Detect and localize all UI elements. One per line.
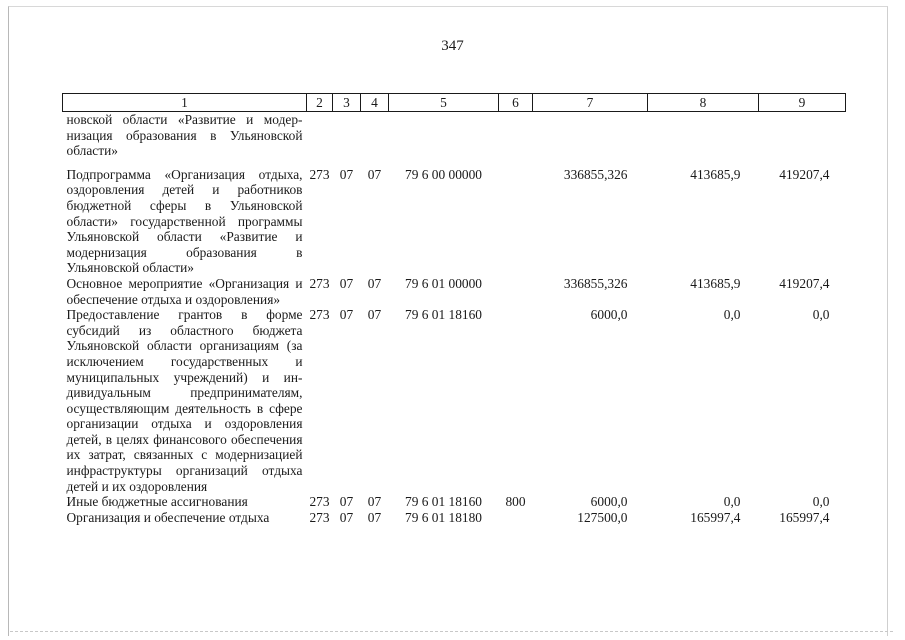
cell-subsection [361, 112, 389, 159]
cell-target-article: 79 6 00 00000 [405, 166, 482, 182]
column-header-9: 9 [759, 94, 846, 112]
cell-expense-type: 800 [505, 494, 526, 510]
column-header-7: 7 [533, 94, 648, 112]
cell-amount-col7: 6000,0 [590, 307, 628, 323]
cell-target-article: 79 6 01 00000 [405, 275, 482, 291]
column-header-6: 6 [499, 94, 533, 112]
cell-expense-type [499, 510, 533, 526]
cell-subsection: 07 [367, 509, 382, 525]
cell-amount-col8: 413685,9 [690, 166, 741, 182]
cell-subsection: 07 [367, 494, 382, 510]
cell-section: 07 [339, 494, 354, 510]
cell-target-article: 79 6 01 18160 [405, 307, 482, 323]
column-header-3: 3 [333, 94, 361, 112]
cell-amount-col7 [533, 112, 648, 159]
cell-amount-col7: 127500,0 [577, 509, 628, 525]
cell-expense-type [499, 167, 533, 276]
cell-amount-col8: 413685,9 [690, 275, 741, 291]
cell-target-article: 79 6 01 18180 [405, 509, 482, 525]
cell-expense-type [499, 112, 533, 159]
cell-section: 07 [339, 166, 354, 182]
cell-subsection: 07 [367, 275, 382, 291]
row-description: новской области «Развитие и модернизация образования в Ульяновской области» [66, 112, 303, 159]
cell-target-article: 79 6 01 18160 [405, 494, 482, 510]
cell-section: 07 [339, 509, 354, 525]
column-header-4: 4 [361, 94, 389, 112]
cell-target-article [389, 112, 499, 159]
cell-expense-type [499, 307, 533, 494]
column-header-1: 1 [63, 94, 307, 112]
row-spacer [63, 159, 846, 167]
cell-subsection: 07 [367, 166, 382, 182]
cell-amount-col7: 336855,326 [563, 166, 628, 182]
cell-amount-col9 [759, 112, 846, 159]
table-row [63, 276, 846, 307]
table-row [63, 112, 846, 159]
cell-amount-col7: 336855,326 [563, 275, 628, 291]
column-header-8: 8 [648, 94, 759, 112]
cell-admin-code: 273 [309, 166, 330, 182]
cell-amount-col8: 165997,4 [690, 509, 741, 525]
cell-admin-code: 273 [309, 494, 330, 510]
cell-subsection: 07 [367, 307, 382, 323]
row-description: Иные бюджетные ассигнования [66, 494, 248, 510]
table-row [63, 494, 846, 510]
cell-amount-col8: 0,0 [723, 307, 741, 323]
page-number: 347 [441, 38, 464, 54]
column-header-5: 5 [389, 94, 499, 112]
cell-section: 07 [339, 307, 354, 323]
cell-amount-col9: 0,0 [812, 494, 830, 510]
row-description: Основное мероприятие «Организация и обеспечение отдыха и оздоровления» [66, 275, 303, 307]
row-description: Предоставление грантов в форме субсидий из областного бюджета Ульяновской области организациям (за исключением государственных и муниципальных учреждений) и индивидуальным предпринимателям, осуществляющим деятельность в сфере организации отдыха и оздоровления детей, в целях финансового обеспечения их затрат, связанных с модернизацией инфраструктуры организаций отдыха детей и их оздоровления [66, 307, 303, 494]
bottom-edge-line [10, 631, 893, 632]
cell-amount-col8 [648, 112, 759, 159]
cell-expense-type [499, 276, 533, 307]
cell-admin-code: 273 [309, 307, 330, 323]
table-row [63, 167, 846, 276]
cell-amount-col7: 6000,0 [590, 494, 628, 510]
cell-amount-col9: 419207,4 [779, 166, 830, 182]
cell-amount-col9: 0,0 [812, 307, 830, 323]
cell-admin-code: 273 [309, 509, 330, 525]
cell-admin-code: 273 [309, 275, 330, 291]
budget-table [62, 93, 846, 525]
header-row [63, 94, 846, 112]
cell-amount-col8: 0,0 [723, 494, 741, 510]
table-row [63, 307, 846, 494]
cell-amount-col9: 165997,4 [779, 509, 830, 525]
row-description: Организация и обеспечение отдыха [66, 509, 270, 525]
row-description: Подпрограмма «Организация отдыха, оздоровления детей и работников бюджетной сферы в Ульяновской области» государственной программы Ульяновской области «Развитие и модернизация образования в Ульяновской области» [66, 166, 303, 276]
cell-admin-code [307, 112, 333, 159]
column-header-2: 2 [307, 94, 333, 112]
table-row [63, 510, 846, 526]
cell-section: 07 [339, 275, 354, 291]
cell-amount-col9: 419207,4 [779, 275, 830, 291]
cell-section [333, 112, 361, 159]
